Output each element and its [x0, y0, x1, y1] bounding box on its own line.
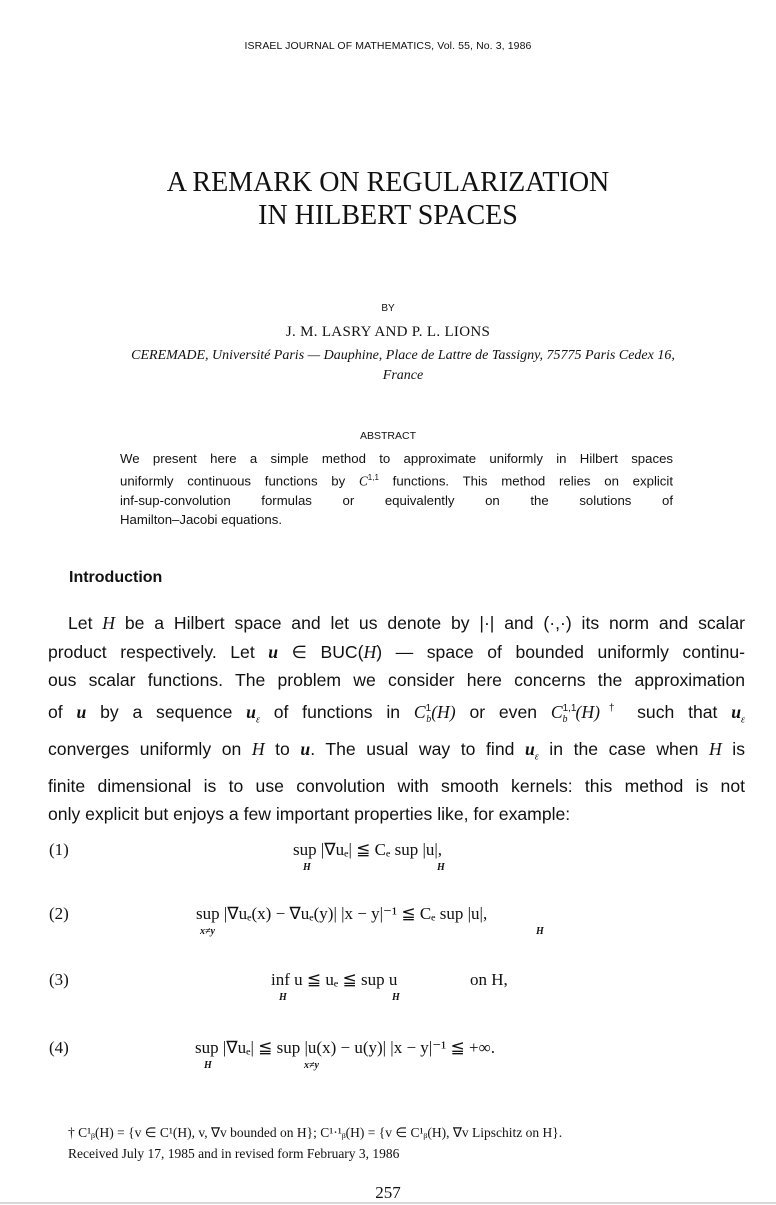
intro-line-3: ous scalar functions. The problem we consider here concerns the approximation	[48, 670, 745, 691]
equation-1: sup |∇uₑ| ≦ Cₑ sup |u|,	[293, 840, 443, 859]
intro-paragraph	[48, 609, 745, 829]
affiliation-line-1: CEREMADE, Université Paris — Dauphine, Place de Lattre de Tassigny, 75775 Paris Cedex 16,	[131, 348, 675, 363]
abstract-line-2: uniformly continuous functions by C$^{1,1}$ functions. This method relies on explicit	[120, 473, 673, 489]
abstract-heading: ABSTRACT	[359, 430, 416, 442]
running-head: ISRAEL JOURNAL OF MATHEMATICS, Vol. 55, No. 3, 1986	[244, 40, 532, 52]
footnote-received: Received July 17, 1985 and in revised form February 3, 1986	[68, 1146, 400, 1161]
equation-3-subscript-2: H	[392, 992, 400, 1003]
section-heading: Introduction	[69, 569, 163, 586]
equation-number-2: (2)	[49, 904, 69, 923]
equation-4-subscript-1: H	[204, 1060, 212, 1071]
intro-line-2: product respectively. Let u ∈ BUC(H) — space of bounded uniformly continu-	[48, 641, 746, 662]
abstract-body	[120, 449, 673, 530]
footnote	[68, 1122, 728, 1164]
page-bottom-divider	[0, 1202, 776, 1204]
affiliation	[40, 346, 766, 386]
by-label: BY	[381, 303, 395, 314]
paper-title	[0, 166, 776, 232]
intro-line-6: finite dimensional is to use convolution with smooth kernels: this method is not	[48, 775, 745, 796]
abstract-line-3: inf-sup-convolution formulas or equivalently on the solutions of	[120, 492, 673, 508]
authors: J. M. LASRY AND P. L. LIONS	[285, 324, 491, 340]
equation-3-subscript-1: H	[279, 992, 287, 1003]
equation-4-subscript-2: x≠y	[304, 1060, 319, 1071]
equation-number-3: (3)	[49, 970, 69, 989]
equation-2-subscript-1: x≠y	[200, 926, 215, 937]
title-line-1: A REMARK ON REGULARIZATION	[166, 167, 610, 198]
equation-3-trailing: on H,	[470, 970, 508, 989]
equation-1-subscript-1: H	[303, 862, 311, 873]
equation-2-subscript-2: H	[536, 926, 544, 937]
abstract-line-4: Hamilton–Jacobi equations.	[120, 512, 283, 528]
equation-number-1: (1)	[49, 840, 69, 859]
intro-line-5: converges uniformly on H to u. The usual way to find $u_\varepsilon$ in the case when H is	[48, 738, 746, 763]
intro-line-7: only explicit but enjoys a few important properties like, for example:	[48, 804, 571, 825]
equation-1-subscript-2: H	[437, 862, 445, 873]
affiliation-line-2: France	[382, 368, 424, 383]
abstract-line-1: We present here a simple method to approximate uniformly in Hilbert spaces	[120, 451, 673, 466]
equation-2: sup |∇uₑ(x) − ∇uₑ(y)| |x − y|⁻¹ ≦ Cₑ sup |u|,	[196, 904, 488, 923]
equation-4: sup |∇uₑ| ≦ sup |u(x) − u(y)| |x − y|⁻¹ ≦ +∞.	[195, 1038, 495, 1057]
footnote-line-1: † C¹ᵦ(H) = {v ∈ C¹(H), v, ∇v bounded on H}; C¹·¹ᵦ(H) = {v ∈ C¹ᵦ(H), ∇v Lipschitz on H}.	[68, 1125, 563, 1140]
title-line-2: IN HILBERT SPACES	[258, 200, 518, 231]
equation-number-4: (4)	[49, 1038, 69, 1057]
intro-line-1: Let H be a Hilbert space and let us denote by |·| and (·,·) its norm and scalar	[68, 613, 745, 633]
page-number: 257	[375, 1183, 401, 1202]
intro-line-4: of u by a sequence $u_\varepsilon$ of functions in $C^1_b(H)$ or even C$^{1,1}_b$ (H)† such that $u_\varepsilon$	[48, 701, 745, 726]
equation-3: inf u ≦ uₑ ≦ sup u	[271, 970, 398, 989]
